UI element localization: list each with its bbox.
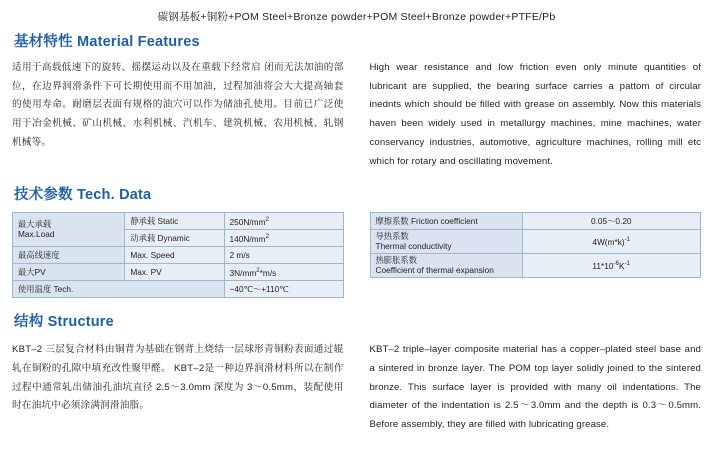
row-label-temperature: 使用温度 Tech. (13, 281, 225, 298)
table-row (13, 213, 344, 230)
page-title: 碳钢基板+铜粉+POM Steel+Bronze powder+POM Steel+Bronze powder+PTFE/Pb (157, 11, 556, 23)
cell-static-value: $250N/mm^2$ (224, 213, 343, 230)
cell-friction-coefficient-value: 0.05～0.20 (522, 213, 700, 230)
cell-temperature-value: −40℃～+110℃ (224, 281, 343, 298)
material-features-text-en: High wear resistance and low friction even only minute quantities of lubricant are supplied, the bearing surface carries a pattom of circular inednts which should be filled with grease on assembly. Now this materials haven been widely used in metallurgy machines, mine machines, water conservancy industries, automotive, agriculture machines, rolling mill etc which for rotary and oscillating movement. (369, 62, 701, 167)
row-label-max-speed: 最高线速度 (13, 247, 125, 264)
cell-max-speed-value: 2 m/s (224, 247, 343, 264)
row-label-max-load: 最大承载 Max.Load (13, 213, 125, 247)
section-heading-cn: 技术参数 (14, 187, 73, 204)
row-label-friction-coefficient: 摩擦系数 Friction coefficient (370, 213, 522, 230)
table-row (13, 264, 344, 281)
cell-max-speed-label: Max. Speed (125, 247, 224, 264)
structure-text-en: KBT–2 triple–layer composite material has a copper–plated steel base and a sintered in bronze layer. The POM top layer solidly joined to the sintered bronze. This surface layer is provided with many oil indentations. The diameter of the indentation is 2.5～3.0mm and the depth is 0.3～0.5mm. Before assembly, they are filled with lubricating grease. (369, 344, 701, 431)
section-heading-en: Tech. Data (77, 187, 152, 204)
cell-thermal-conductivity-value: $4W(m*k)^{-1}$ (522, 230, 700, 254)
cell-dynamic-label: 动承载 Dynamic (125, 230, 224, 247)
row-label-thermal-conductivity: 导热系数 Thermal conductivity (370, 230, 522, 254)
section-heading-cn: 基材特性 (14, 34, 73, 50)
structure-text-cn: KBT–2 三层复合材料由铜背为基础在钢背上烧结一层球形青铜粉表面通过辊轧在铜粉的孔隙中填充改性聚甲醛。 KBT–2是一种边界润滑材料所以在制作过程中通常轧出储油孔油坑直径 2.5～3.0mm 深度为 3～0.5mm，装配使用时在油坑中必须涂满润滑油脂。 (12, 344, 344, 412)
table-row (370, 254, 701, 278)
section-heading-en: Material Features (77, 34, 200, 50)
structure-columns (12, 341, 701, 435)
cell-max-pv-label: Max. PV (125, 264, 224, 281)
section-heading-material-features (14, 30, 701, 51)
table-row (13, 247, 344, 264)
cell-dynamic-value: $140N/mm^2$ (224, 230, 343, 247)
table-row (370, 213, 701, 230)
material-features-text-cn: 适用于高载低速下的旋转、摇摆运动以及在重载下经常启 闭而无法加油的部位，在边界润滑条件下可长期使用而不用加油，过程加油将会大大提高轴套的使用寿命。耐磨层表面有规格的油穴可以作为储油孔使用。目前已广泛使用于冶金机械、矿山机械、水利机械、汽机车、建筑机械、农用机械、轧钢机械等。 (12, 62, 344, 148)
page-edge-decoration (0, 0, 4, 473)
tech-data-table-left (12, 212, 344, 298)
row-label-thermal-expansion: 热膨胀系数 Coefficient of thermal expansion (370, 254, 522, 278)
cell-static-label: 静承载 Static (125, 213, 224, 230)
section-heading-en: Structure (47, 314, 114, 331)
tech-data-tables (12, 212, 701, 298)
cell-thermal-expansion-value: $11*10^{-6}K^{-1}$ (522, 254, 700, 278)
section-heading-cn: 结构 (14, 314, 44, 331)
table-row (13, 281, 344, 298)
material-features-columns (12, 59, 701, 171)
tech-data-table-right (370, 212, 702, 278)
cell-max-pv-value: $3N/mm^2*m/s$ (224, 264, 343, 281)
row-label-max-pv: 最大PV (13, 264, 125, 281)
section-heading-structure (14, 310, 701, 331)
table-row (370, 230, 701, 254)
section-heading-tech-data (14, 183, 701, 204)
